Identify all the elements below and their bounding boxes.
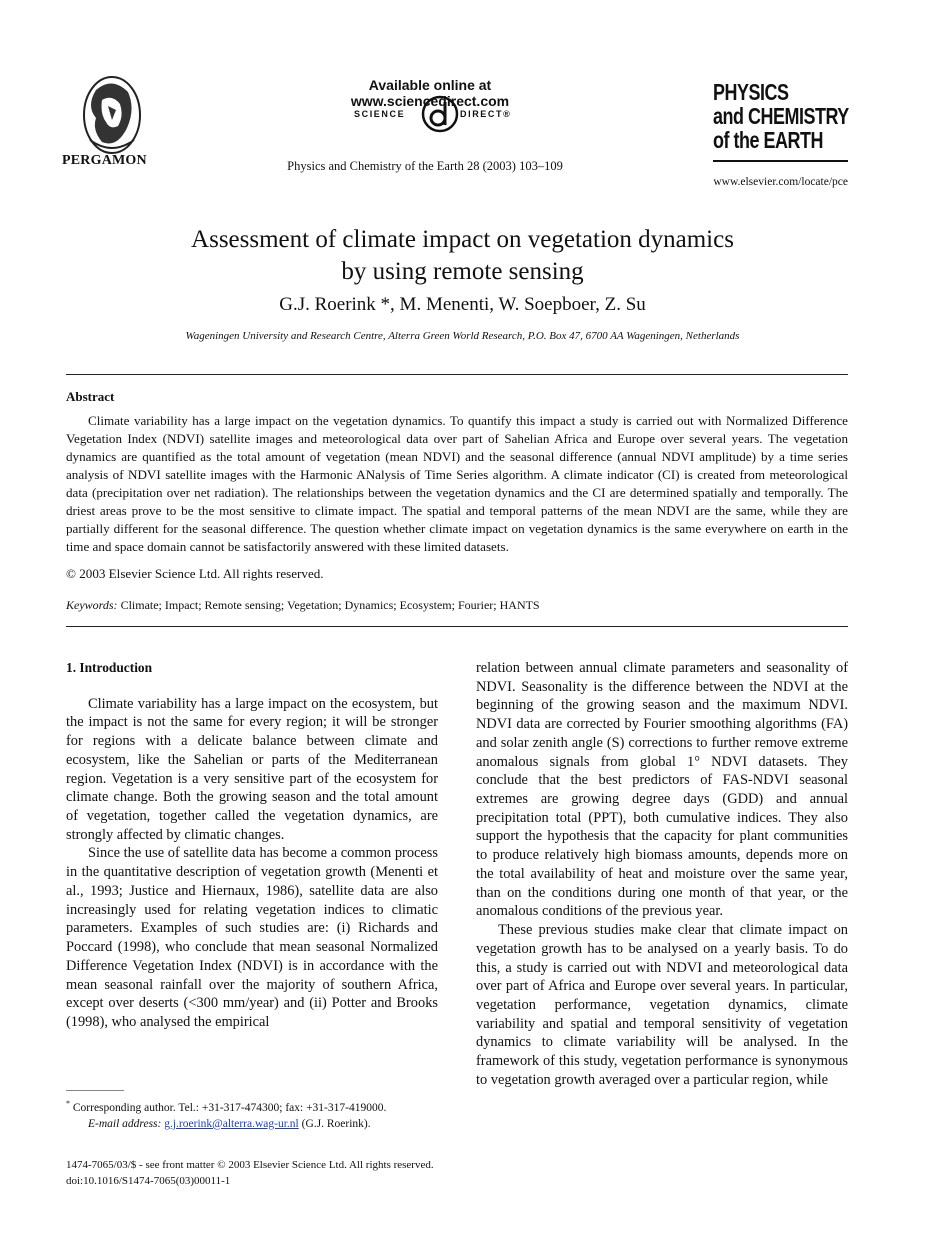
title-line: Assessment of climate impact on vegetation dynamics [191, 226, 734, 253]
journal-logo-line: and CHEMISTRY [713, 103, 849, 129]
affiliation: Wageningen University and Research Centre, Alterra Green World Research, P.O. Box 47, 6700 AA Wageningen, Netherlands [185, 330, 740, 342]
footnote-email [66, 1116, 438, 1132]
footnote-corresponding-text: Corresponding author. Tel.: +31-317-474300; fax: +31-317-419000. [72, 1101, 387, 1114]
paragraph: relation between annual climate parameters and seasonality of NDVI. Seasonality is the difference between the NDVI at the beginning of the growing season and the maximum NDVI. NDVI data are corrected by Fourier smoothing algorithms (FA) and solar zenith angle (S) corrections to further remove extreme anomalous signals from global 1° NDVI datasets. They conclude that the best predictors of FAS-NDVI seasonal extremes are growing degree days (GDD) and annual precipitation total (PPT), both cumulative indices. They also support the hypothesis that the capacity for plant communities to produce relatively high biomass amounts, depends more on the total availability of heat and moisture over the same year, than on the conditions during one month of that year, or the anomalous conditions of the previous year. [476, 660, 848, 920]
body-right-column [476, 659, 848, 1090]
issn-line: 1474-7065/03/$ - see front matter © 2003 Elsevier Science Ltd. All rights reserved. [66, 1159, 434, 1171]
article-title [60, 224, 865, 288]
keywords-label: Keywords: [66, 598, 118, 612]
author-list: G.J. Roerink *, M. Menenti, W. Soepboer, Z. Su [279, 294, 646, 315]
keywords-list: Climate; Impact; Remote sensing; Vegetation; Dynamics; Ecosystem; Fourier; HANTS [120, 598, 540, 612]
footnote [66, 1096, 438, 1132]
paragraph: Climate variability has a large impact on the ecosystem, but the impact is not the same for every region; it will be stronger for regions with a delicate balance between climate and ecosystem, like the Sahelian or parts of the Mediterranean region. Vegetation is a very sensitive part of the ecosystem for climate change. Both the growing season and the total amount of vegetation, together called the vegetation dynamics, are strongly affected by climatic changes. [66, 695, 438, 843]
paragraph: Since the use of satellite data has become a common process in the quantitative description of vegetation growth (Menenti et al., 1993; Justice and Hiernaux, 1986), satellite data are also increasingly used for relating vegetation indices to climatic parameters. Examples of such studies are: (i) Richards and Poccard (1998), who conclude that mean seasonal Normalized Difference Vegetation Index (NDVI) is in accordance with the mean seasonal rainfall over the majority of southern Africa, except over deserts (<300 mm/year) and (ii) Potter and Brooks (1998), who analysed the empirical [66, 845, 438, 1030]
front-matter-info [66, 1157, 434, 1189]
publisher-name: PERGAMON [62, 153, 147, 168]
keywords [66, 598, 848, 613]
email-suffix: (G.J. Roerink). [301, 1117, 371, 1130]
sciencedirect-right-text: DIRECT® [460, 109, 512, 119]
doi-line[interactable]: doi:10.1016/S1474-7065(03)00011-1 [66, 1175, 231, 1187]
journal-logo-rule [713, 160, 848, 162]
journal-logo [713, 80, 849, 152]
journal-logo-line: of the EARTH [713, 127, 823, 153]
sciencedirect-left-text: SCIENCE [354, 109, 406, 119]
sciencedirect-at-icon [420, 94, 460, 134]
divider [66, 626, 848, 627]
title-line: by using remote sensing [341, 258, 584, 285]
divider [66, 374, 848, 375]
journal-citation: Physics and Chemistry of the Earth 28 (2003) 103–109 [287, 159, 563, 173]
section-heading: 1. Introduction [66, 660, 153, 675]
abstract-heading: Abstract [66, 389, 115, 404]
available-online-banner[interactable]: Available online at www.sciencedirect.com [350, 77, 510, 109]
footnote-corresponding [66, 1096, 438, 1116]
journal-url[interactable]: www.elsevier.com/locate/pce [713, 176, 848, 188]
journal-logo-line: PHYSICS [713, 79, 789, 105]
paragraph: These previous studies make clear that climate impact on vegetation growth has to be analysed on a yearly basis. To do this, a study is carried out with NDVI and meteorological data over part of Africa and Europe over several years. In particular, vegetation performance, vegetation dynamics, climate variability and spatial and temporal sensitivity of vegetation dynamics to climate variability will be analysed. In the framework of this study, vegetation performance is synonymous to vegetation growth averaged over a particular region, while [476, 922, 848, 1088]
sciencedirect-logo [340, 98, 540, 138]
email-link[interactable]: g.j.roerink@alterra.wag-ur.nl [164, 1117, 299, 1130]
body-left-column [66, 659, 438, 1032]
abstract-copyright: © 2003 Elsevier Science Ltd. All rights reserved. [66, 566, 324, 581]
abstract-text: Climate variability has a large impact on the vegetation dynamics. To quantify this impact a study is carried out with Normalized Difference Vegetation Index (NDVI) satellite images and meteorological data over part of Sahelian Africa and Europe over several years. The vegetation dynamics are quantified as the total amount of vegetation (mean NDVI) and the seasonal difference (annual NDVI amplitude) by a time series analysis of NDVI satellite images with the Harmonic ANalysis of Time Series algorithm. A climate indicator (CI) is created from meteorological data (precipitation over net radiation). The relationships between the vegetation dynamics and the CI are determined spatially and temporally. The driest areas prove to be the most sensitive to climate impact. The spatial and temporal patterns of the mean NDVI are the same, while they are partially different for the seasonal difference. The question whether climate impact on vegetation dynamics is the same everywhere on earth in the time and space domain cannot be satisfactorily answered with these limited datasets. [66, 413, 848, 554]
pergamon-logo [66, 70, 162, 160]
footnote-mark: * [66, 1099, 70, 1108]
email-label: E-mail address: [88, 1117, 162, 1130]
footnote-rule [66, 1090, 124, 1091]
